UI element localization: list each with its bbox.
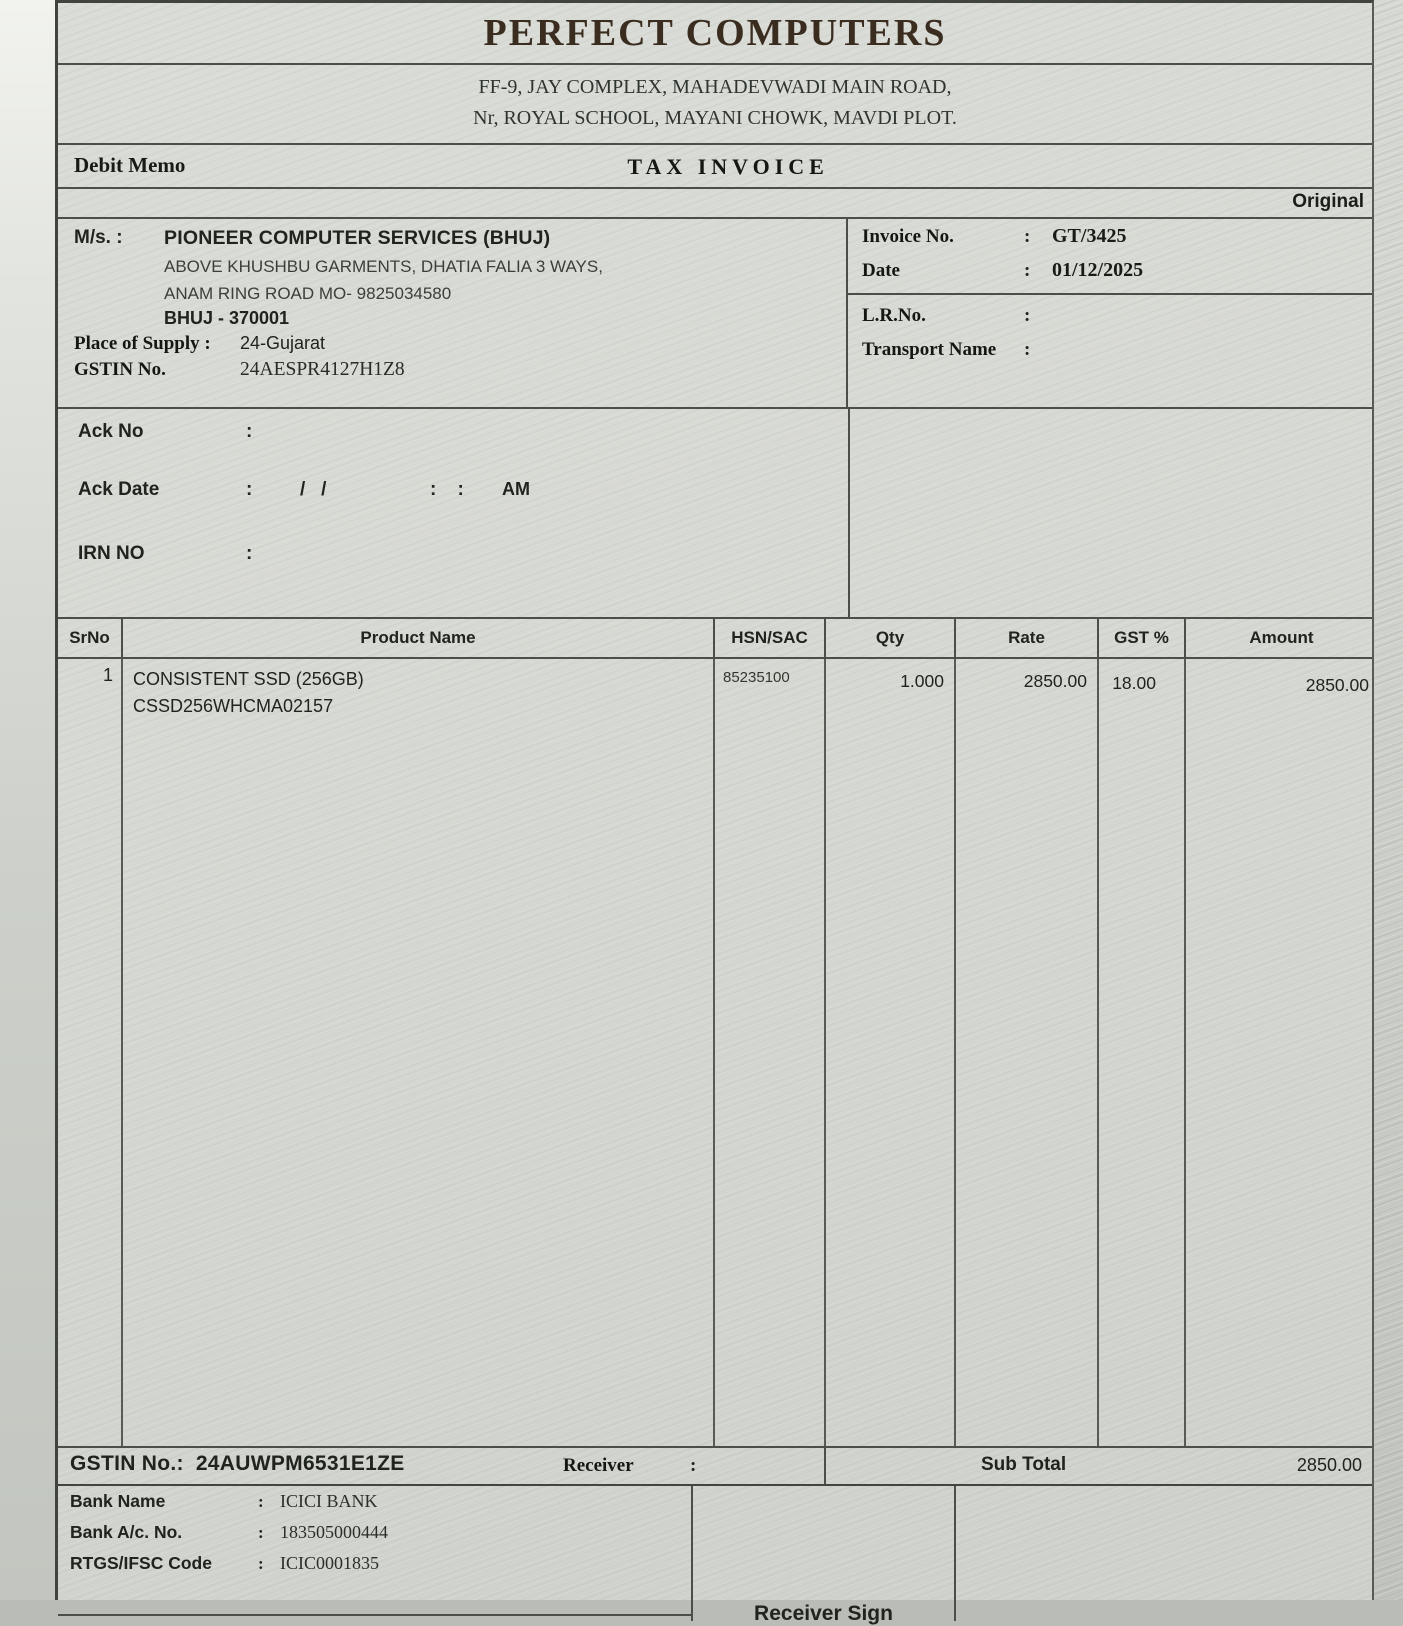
invoice-date-label: Date (862, 260, 900, 281)
bank-account-row (58, 1522, 691, 1553)
party-block (58, 219, 848, 407)
item-product-code: CSSD256WHCMA02157 (133, 696, 334, 716)
item-rate: 2850.00 (956, 659, 1099, 1446)
bank-account-value: 183505000444 (280, 1522, 388, 1542)
doc-title: TAX INVOICE (627, 154, 829, 179)
receiver-colon: : (690, 1455, 697, 1476)
item-amount: 2850.00 (1305, 675, 1369, 695)
bank-box-bottom-line (58, 1614, 691, 1616)
col-header-srno: SrNo (58, 619, 123, 657)
ack-time-placeholder: : : (430, 479, 464, 500)
company-address (58, 65, 1372, 145)
section-divider (848, 409, 850, 617)
ack-date-colon: : (246, 479, 253, 500)
receiver-sign-box (693, 1486, 956, 1625)
subtotal-value: 2850.00 (1296, 1455, 1362, 1475)
items-table-body (58, 659, 1372, 1446)
col-header-hsn-sac: HSN/SAC (715, 619, 826, 657)
ack-date-placeholder: / / (300, 479, 327, 500)
bank-ifsc-row (58, 1553, 691, 1584)
footer-gstin-label: GSTIN No.: (70, 1452, 184, 1475)
memo-type-label: Debit Memo (74, 153, 186, 177)
party-address-line1: ABOVE KHUSHBU GARMENTS, DHATIA FALIA 3 WAYS, (164, 257, 603, 276)
invoice-no-colon: : (1024, 226, 1031, 247)
transport-name-label: Transport Name (862, 339, 997, 360)
copy-type-label: Original (1292, 191, 1364, 212)
item-hsn-sac: 85235100 (715, 659, 826, 1446)
col-header-product-name: Product Name (123, 619, 715, 657)
col-header-gst: GST % (1099, 619, 1186, 657)
invoice-date-value: 01/12/2025 (1052, 259, 1144, 281)
page-left-margin (0, 0, 56, 1600)
company-address-line1: FF-9, JAY COMPLEX, MAHADEVWADI MAIN ROAD, (478, 76, 952, 98)
bank-account-colon: : (258, 1523, 264, 1542)
party-name: PIONEER COMPUTER SERVICES (BHUJ) (164, 227, 551, 249)
transport-name-colon: : (1024, 339, 1031, 360)
footer-empty-box (956, 1486, 1372, 1621)
item-gst-percent: 18.00 (1099, 659, 1186, 1446)
item-srno: 1 (58, 659, 123, 1446)
bank-name-label: Bank Name (70, 1491, 166, 1511)
ack-date-label: Ack Date (78, 479, 160, 500)
irn-row (58, 543, 579, 573)
bank-details-box (58, 1486, 693, 1621)
lr-no-colon: : (1024, 305, 1031, 326)
invoice-number-box (848, 219, 1372, 295)
company-address-line2: Nr, ROYAL SCHOOL, MAYANI CHOWK, MAVDI PLOT. (473, 107, 957, 129)
irn-colon: : (246, 543, 253, 564)
irn-label: IRN NO (78, 543, 145, 564)
bank-name-value: ICICI BANK (280, 1491, 378, 1511)
transport-box (848, 295, 1372, 407)
items-table-header (58, 617, 1372, 659)
subtotal-cell (826, 1448, 1372, 1484)
ack-date-row (58, 479, 579, 509)
company-name: PERFECT COMPUTERS (483, 12, 947, 54)
copy-type-row (58, 189, 1372, 219)
footer-gstin-value: 24AUWPM6531E1ZE (195, 1452, 405, 1475)
bank-name-row (58, 1491, 691, 1522)
item-qty: 1.000 (826, 659, 956, 1446)
col-header-qty: Qty (826, 619, 956, 657)
doc-type-row (58, 145, 1372, 189)
party-gstin-value: 24AESPR4127H1Z8 (240, 359, 405, 381)
item-product-name: CONSISTENT SSD (256GB) (133, 669, 364, 689)
col-header-rate: Rate (956, 619, 1099, 657)
party-label: M/s. : (74, 227, 123, 248)
party-gstin-label: GSTIN No. (74, 359, 166, 381)
ack-no-label: Ack No (78, 421, 144, 442)
col-header-amount: Amount (1249, 628, 1314, 647)
meta-section (58, 219, 1372, 409)
party-address-line2: ANAM RING ROAD MO- 9825034580 (164, 283, 452, 303)
ack-no-colon: : (246, 421, 253, 442)
invoice-no-value: GT/3425 (1052, 225, 1127, 247)
footer-gstin-row (58, 1446, 1372, 1486)
ack-meridiem: AM (502, 479, 530, 499)
bank-ifsc-value: ICIC0001835 (280, 1553, 379, 1573)
invoice-meta-block (848, 219, 1372, 407)
subtotal-label: Sub Total (981, 1454, 1067, 1475)
invoice-date-colon: : (1024, 260, 1031, 281)
receiver-sign-label: Receiver Sign (754, 1602, 893, 1625)
footer-gstin-cell (58, 1448, 826, 1484)
bank-name-colon: : (258, 1492, 264, 1511)
einvoice-section (58, 409, 1372, 617)
footer-gstin (70, 1452, 405, 1476)
item-product-cell (123, 659, 715, 1446)
receiver-label: Receiver (563, 1455, 634, 1476)
bank-ifsc-colon: : (258, 1554, 264, 1573)
party-city: BHUJ - 370001 (164, 308, 290, 329)
bank-account-label: Bank A/c. No. (70, 1522, 183, 1542)
invoice-page (55, 0, 1374, 1625)
company-header (58, 3, 1372, 65)
footer-bank-row (58, 1486, 1372, 1625)
place-of-supply-label: Place of Supply : (74, 333, 211, 355)
lr-no-label: L.R.No. (862, 305, 926, 326)
place-of-supply-value: 24-Gujarat (240, 333, 326, 354)
invoice-no-label: Invoice No. (862, 226, 954, 247)
bank-ifsc-label: RTGS/IFSC Code (70, 1553, 212, 1573)
ack-no-row (58, 421, 579, 451)
party-address (164, 255, 846, 306)
